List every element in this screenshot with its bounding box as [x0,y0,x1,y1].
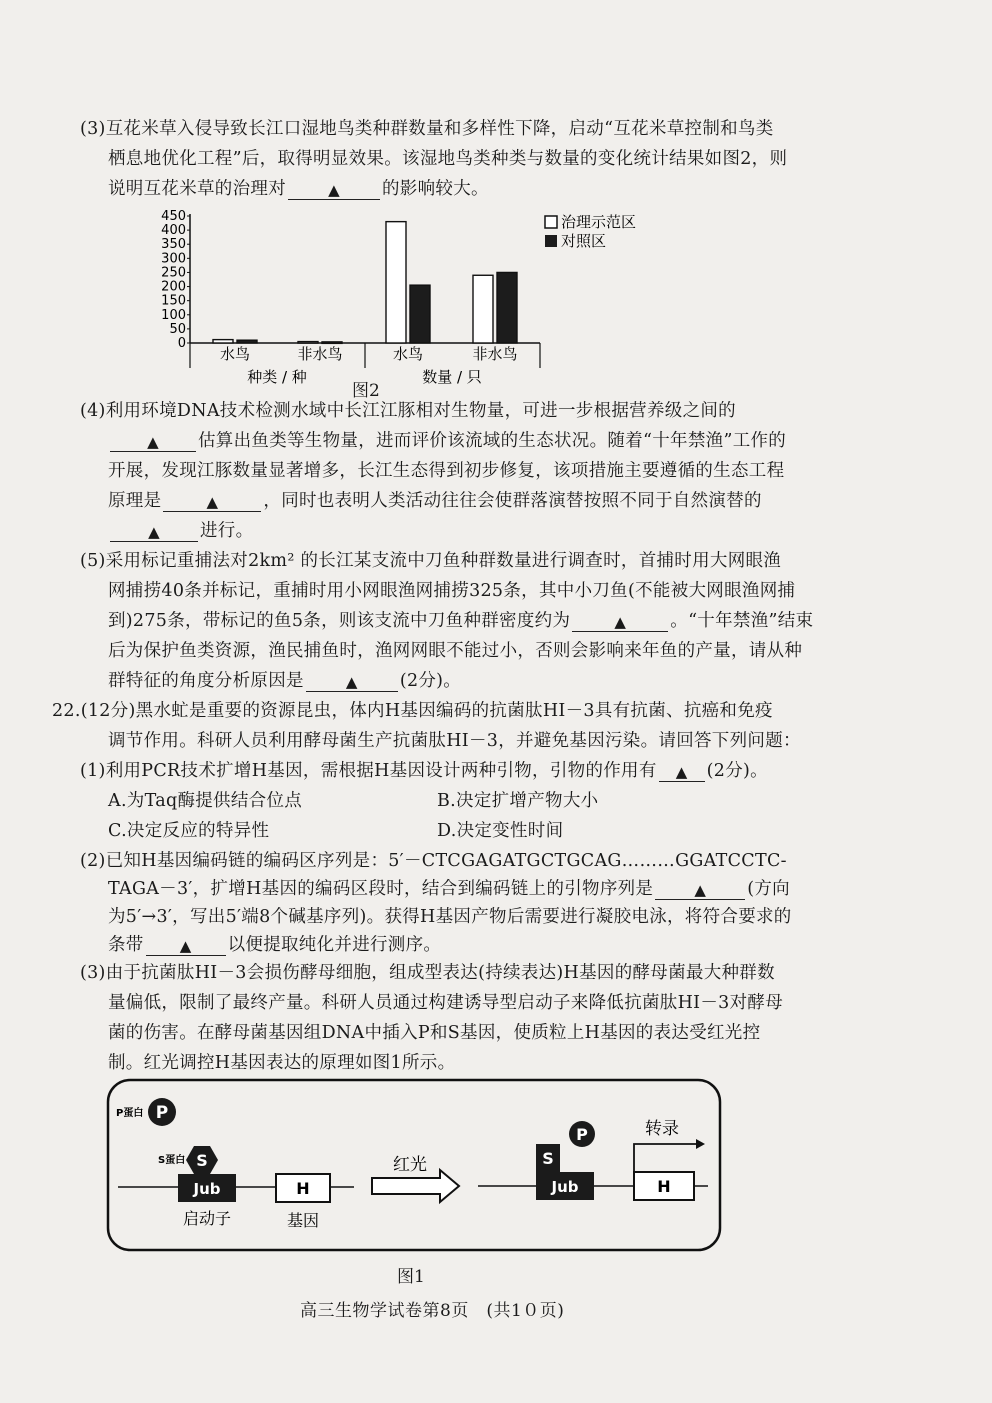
text-segment: TAGA－3′，扩增H基因的编码区段时，结合到编码链上的引物序列是 [108,879,654,899]
transcription-arrow-icon [634,1144,696,1172]
jub-label: Jub [193,1180,221,1198]
gene-label: 基因 [286,1211,320,1230]
triangle-icon: ▲ [614,613,627,631]
figure2-caption: 图2 [352,381,380,401]
text-segment: 进行。 [200,521,254,541]
q21-p5-line5 [108,670,461,692]
answer-blank[interactable] [288,179,380,200]
q22-p3-line2: 量偏低，限制了最终产量。科研人员通过构建诱导型启动子来降低抗菌肽HI－3对酵母 [108,993,784,1013]
q22-p3-line3: 菌的伤害。在酵母菌基因组DNA中插入P和S基因，使质粒上H基因的表达受红光控 [108,1023,761,1043]
page-footer: 高三生物学试卷第8页 (共1０页) [300,1301,565,1321]
y-tick-label: 200 [161,279,186,295]
legend-swatch-treatment [545,216,557,228]
bar-control [322,342,342,344]
text-segment: (方向 [747,879,790,899]
figure1-caption: 图1 [397,1267,425,1287]
s-protein-label: S蛋白 [158,1155,186,1166]
x-category-label: 非水鸟 [472,345,518,363]
legend [545,213,636,250]
y-tick-label: 450 [161,209,186,224]
x-category-label: 水鸟 [219,345,251,363]
x-group-label: 种类 / 种 [247,368,307,386]
triangle-icon: ▲ [147,433,159,451]
bar-control [497,272,517,343]
text-segment: (1)利用PCR技术扩增H基因，需根据H基因设计两种引物，引物的作用有 [80,761,657,781]
q21-p4-line5 [108,520,253,542]
bar-treatment [213,340,233,343]
answer-blank[interactable] [146,935,226,956]
s-protein-letter: S [196,1151,208,1170]
q21-p3-line1: (3)互花米草入侵导致长江口湿地鸟类种群数量和多样性下降，启动“互花米草控制和鸟类 [80,119,774,139]
triangle-icon: ▲ [206,493,219,511]
q22-p3-line1: (3)由于抗菌肽HI－3会损伤酵母细胞，组成型表达(持续表达)H基因的酵母菌最大种群数 [80,963,775,983]
y-tick-label: 350 [161,237,186,253]
legend-label-control: 对照区 [561,232,607,250]
q22-p2-line1: (2)已知H基因编码链的编码区序列是：5′－CTCGAGATGCTGCAG………GGATCCTC- [80,851,787,871]
bar-control [237,340,257,343]
q22-intro-line1: 22.(12分)黑水虻是重要的资源昆虫，体内H基因编码的抗菌肽HI－3具有抗菌、抗癌和免疫 [52,701,773,721]
text-segment: 的影响较大。 [382,179,489,199]
bar-treatment [386,222,406,343]
y-tick-label: 400 [161,223,186,239]
figure1-diagram [104,1074,724,1254]
transcription-label: 转录 [645,1119,679,1139]
answer-blank[interactable] [110,431,196,452]
triangle-icon: ▲ [345,673,358,691]
q21-p4-line2 [108,430,786,452]
triangle-icon: ▲ [148,523,160,541]
bar-treatment [298,342,318,344]
text-segment: 。“十年禁渔”结束 [670,611,814,631]
text-segment: ，同时也表明人类活动往往会使群落演替按照不同于自然演替的 [263,491,762,511]
text-segment: 估算出鱼类等生物量，进而评价该流域的生态状况。随着“十年禁渔”工作的 [198,431,787,451]
text-segment: 条带 [108,935,144,955]
p-protein-label: P蛋白 [116,1108,144,1119]
q22-option-c[interactable]: C.决定反应的特异性 [108,821,270,841]
q22-p2-line4 [108,934,441,956]
q22-p2-line2 [108,878,790,900]
triangle-icon: ▲ [694,881,707,899]
q21-p4-line4 [108,490,762,512]
answer-blank[interactable] [655,879,745,900]
text-segment: 原理是 [108,491,162,511]
q22-option-d[interactable]: D.决定变性时间 [437,821,564,841]
legend-swatch-control [545,235,557,247]
text-segment: 群特征的角度分析原因是 [108,671,304,691]
q21-p5-line3 [108,610,813,632]
promoter-label: 启动子 [182,1209,232,1228]
y-tick-label: 50 [169,321,186,337]
bar-treatment [473,275,493,343]
s-protein-bound-letter: S [542,1149,554,1168]
y-tick-label: 100 [161,307,186,323]
q22-option-a[interactable]: A.为Taq酶提供结合位点 [108,791,303,811]
y-tick-label: 300 [161,251,186,267]
text-segment: (2分)。 [706,761,768,781]
text-segment: 到)275条，带标记的鱼5条，则该支流中刀鱼种群密度约为 [108,611,571,631]
answer-blank[interactable] [163,491,261,512]
text-segment: (2分)。 [399,671,462,691]
p-protein-letter: P [155,1103,169,1123]
x-category-label: 非水鸟 [297,345,343,363]
y-tick-label: 250 [161,265,186,281]
q21-p5-line4: 后为保护鱼类资源，渔民捕鱼时，渔网网眼不能过小，否则会影响来年鱼的产量，请从种 [108,641,803,661]
text-segment: 以便提取纯化并进行测序。 [227,935,442,955]
bar-control [410,285,430,343]
figure2-chart [150,208,670,398]
q21-p5-line2: 网捕捞40条并标记，重捕时用小网眼渔网捕捞325条，其中小刀鱼(不能被大网眼渔网捕 [108,581,796,601]
text-segment: 说明互花米草的治理对 [108,179,286,199]
q22-p1-line1 [80,760,768,782]
answer-blank[interactable] [572,611,668,632]
transcription-arrowhead-icon [696,1139,705,1149]
q22-intro-line2: 调节作用。科研人员利用酵母菌生产抗菌肽HI－3，并避免基因污染。请回答下列问题： [108,731,801,751]
triangle-icon: ▲ [179,937,192,955]
legend-label-treatment: 治理示范区 [561,213,637,231]
answer-blank[interactable] [659,761,705,782]
y-tick-label: 150 [161,293,186,309]
q21-p3-line3 [108,178,489,200]
bars [213,222,517,344]
x-group-label: 数量 / 只 [422,368,482,386]
q21-p4-line3: 开展，发现江豚数量显著增多，长江生态得到初步修复，该项措施主要遵循的生态工程 [108,461,785,481]
q22-p2-line3: 为5′→3′，写出5′端8个碱基序列)。获得H基因产物后需要进行凝胶电泳，将符合要求的 [108,907,792,927]
answer-blank[interactable] [306,671,398,692]
q21-p3-line2: 栖息地优化工程”后，取得明显效果。该湿地鸟类种类与数量的变化统计结果如图2，则 [108,149,788,169]
p-protein-bound-letter: P [576,1125,588,1144]
y-tick-label: 0 [177,336,186,351]
triangle-icon: ▲ [328,181,340,199]
q22-p3-line4: 制。红光调控H基因表达的原理如图1所示。 [108,1053,456,1073]
answer-blank[interactable] [110,521,198,542]
h-gene-letter-active: H [657,1177,671,1196]
jub-label-active: Jub [551,1178,579,1196]
q21-p4-line1: (4)利用环境DNA技术检测水域中长江江豚相对生物量，可进一步根据营养级之间的 [80,401,736,421]
triangle-icon: ▲ [675,763,688,781]
q21-p5-line1: (5)采用标记重捕法对2km² 的长江某支流中刀鱼种群数量进行调查时，首捕时用大网眼渔 [80,551,782,571]
q22-option-b[interactable]: B.决定扩增产物大小 [437,791,599,811]
red-light-label: 红光 [393,1155,427,1175]
h-gene-letter: H [296,1179,310,1198]
x-category-label: 水鸟 [392,345,424,363]
